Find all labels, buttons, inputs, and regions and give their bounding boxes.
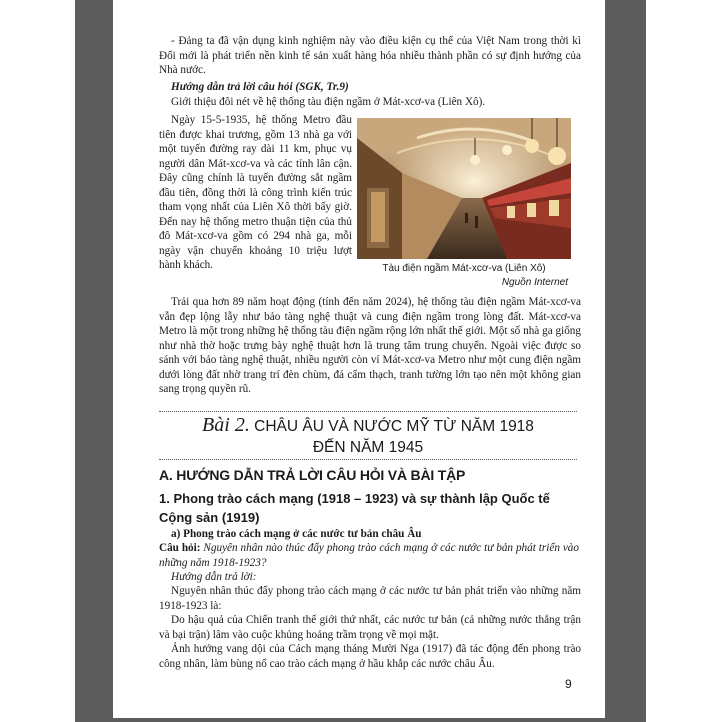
metro-description-paragraph: Trải qua hơn 89 năm hoạt động (tính đến năm 2024), hệ thống tàu điện ngầm Mát-xcơ-va vẫn đẹp lộng lẫy như bảo tàng nghệ thuật và cung điện ngầm trong lòng đất. Mát-xcơ-va Metro là một trong những hệ thống tàu điện ngầm rộng lớn nhất thế giới. Một số nhà ga giống như nhà thờ hoặc trưng bày nghệ thuật hơn là trung tâm trung chuyển. Ngoài việc được so sánh với bảo tàng nghệ thuật, nhiều người còn ví Mát-xcơ-va Metro như một cung điện ngầm dưới lòng đất nhờ trang trí đèn chùm, đá cẩm thạch, tranh tường lớn tạo nên một không gian sang trọng quyền rũ. [159,296,581,395]
divider-bottom [159,459,577,460]
guide-title: Hướng dẫn trả lời câu hỏi (SGK, Tr.9) [171,81,349,93]
page-number: 9 [565,677,572,691]
divider-top [159,411,577,412]
question-block [159,541,579,570]
metro-history-paragraph: Ngày 15-5-1935, hệ thống Metro đầu tiên được khai trương, gồm 13 nhà ga với một tuyến đường ray dài 11 km, phục vụ người dân Mát-xcơ-va và các tỉnh lân cận. Đây cũng chính là tuyến đường sắt ngầm đầu tiên, đồng thời là công trình kiến trúc tham vọng nhất của Liên Xô thời bấy giờ. Đến nay hệ thống metro thuận tiện của thủ đô Mát-xcơ-va gồm có 294 nhà ga, mỗi ngày vận chuyển khoảng 10 triệu lượt hành khách. [159,114,352,271]
subsection-heading: 1. Phong trào cách mạng (1918 – 1923) và sự thành lập Quốc tế Cộng sản (1919) [159,491,550,525]
intro-paragraph: - Đảng ta đã vận dụng kinh nghiệm này vào điều kiện cụ thể của Việt Nam trong thời kì Đổi mới là phát triển nền kinh tế sản xuất hàng hóa nhiều thành phần có sự định hướng của Nhà nước. [159,35,581,76]
answer-label: Hướng dẫn trả lời: [171,571,257,583]
book-page [113,0,605,718]
section-heading: A. HƯỚNG DẪN TRẢ LỜI CÂU HỎI VÀ BÀI TẬP [159,467,466,483]
lesson-title-line2: ĐẾN NĂM 1945 [312,439,424,456]
lesson-title [159,414,577,438]
moscow-metro-photo [357,118,571,259]
answer-paragraph-1: Nguyên nhân thúc đẩy phong trào cách mạng ở các nước tư bản phát triển vào những năm 1918-1923 là: [159,585,581,612]
photo-caption: Tàu điện ngầm Mát-xcơ-va (Liên Xô) [382,263,546,274]
question-text: Nguyên nhân nào thúc đẩy phong trào cách mạng ở các nước tư bản phát triển vào những năm 1918-1923? [159,542,579,569]
task-paragraph: Giới thiệu đôi nét về hệ thống tàu điện ngầm ở Mát-xcơ-va (Liên Xô). [171,96,486,108]
answer-paragraph-2: Do hậu quả của Chiến tranh thế giới thứ nhất, các nước tư bản (cả những nước thắng trận và bại trận) lâm vào cuộc khủng hoảng trầm trọng về mọi mặt. [159,614,581,641]
lesson-number: Bài 2. [202,414,250,436]
question-label: Câu hỏi: [159,542,201,554]
answer-paragraph-3: Ảnh hưởng vang dội của Cách mạng tháng Mười Nga (1917) đã tác động đến phong trào công nhân, làm bùng nổ cao trào cách mạng ở hầu khắp các nước châu Âu. [159,643,581,670]
lesson-title-line1: CHÂU ÂU VÀ NƯỚC MỸ TỪ NĂM 1918 [254,418,534,435]
photo-source: Nguồn Internet [501,277,568,288]
sub-a-heading: a) Phong trào cách mạng ở các nước tư bản châu Âu [171,528,422,540]
